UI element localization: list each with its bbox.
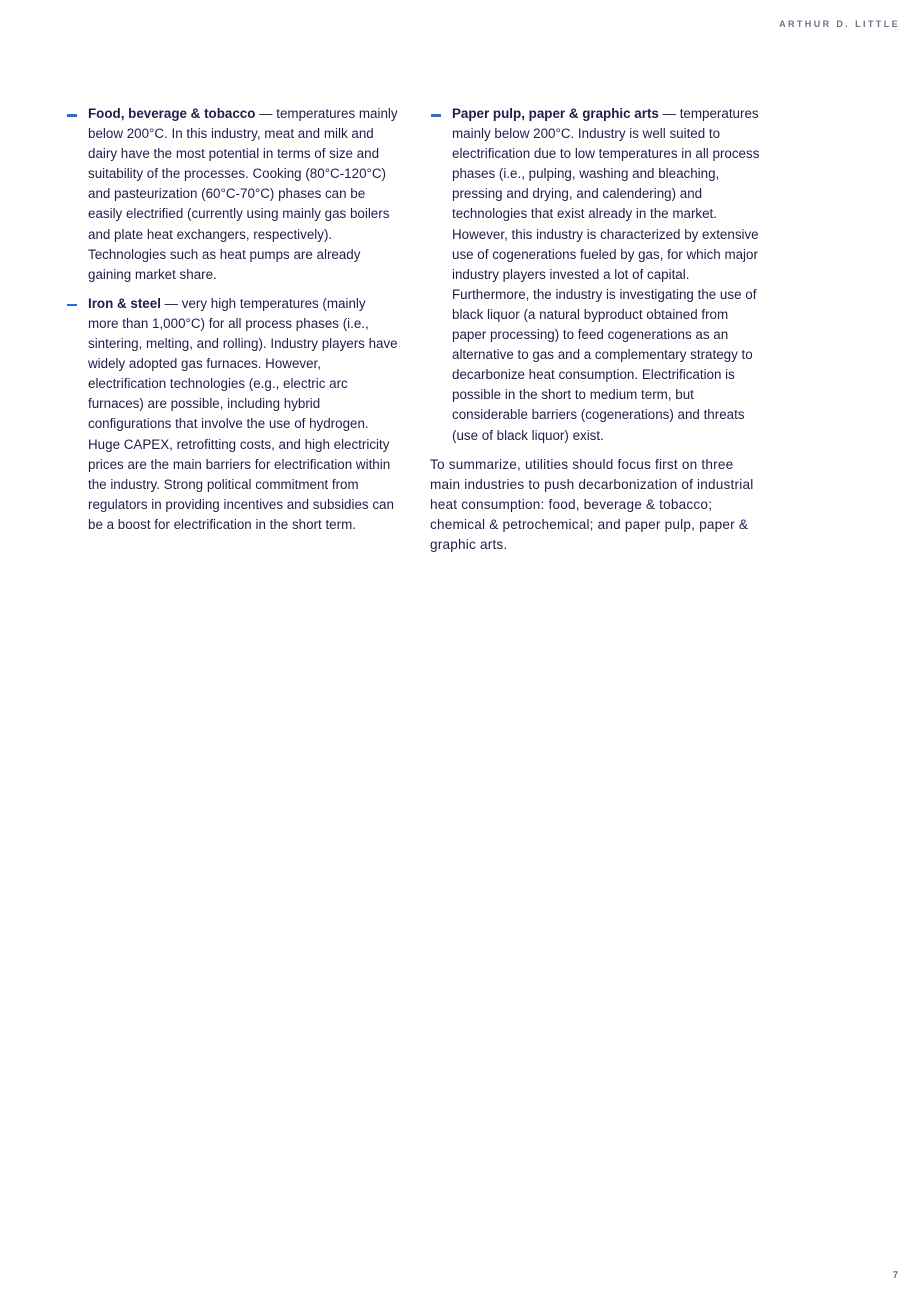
left-column <box>66 104 398 544</box>
bullet-dash-icon <box>431 114 441 117</box>
bullet-food-beverage-tobacco <box>66 104 398 285</box>
brand-header: ARTHUR D. LITTLE <box>779 19 900 29</box>
bullet-title: Paper pulp, paper & graphic arts <box>452 106 659 121</box>
bullet-title: Food, beverage & tobacco <box>88 106 256 121</box>
bullet-iron-steel <box>66 294 398 535</box>
page-number: 7 <box>892 1270 898 1281</box>
summary-paragraph: To summarize, utilities should focus first on three main industries to push decarbonization of industrial heat consumption: food, beverage & tobacco; chemical & petrochemical; and paper pulp, paper & graphic arts. <box>430 456 754 552</box>
bullet-dash-icon <box>67 114 77 117</box>
bullet-paper-pulp <box>430 104 765 446</box>
bullet-text: — very high temperatures (mainly more than 1,000°C) for all process phases (i.e., sintering, melting, and rolling). Industry players have widely adopted gas furnaces. However, electrification technologies (e.g., electric arc furnaces) are possible, including hybrid configurations that involve the use of hydrogen. Huge CAPEX, retrofitting costs, and high electricity prices are the main barriers for electrification within the industry. Strong political commitment from regulators in providing incentives and subsidies can be a boost for electrification in the short term. <box>88 295 398 532</box>
bullet-text: — temperatures mainly below 200°C. Industry is well suited to electrification due to low temperatures in all process phases (i.e., pulping, washing and bleaching, pressing and drying, and calendering) and technologies that exist already in the market. However, this industry is characterized by extensive use of cogenerations fueled by gas, for which major industry players invested a lot of capital. Furthermore, the industry is investigating the use of black liquor (a natural byproduct obtained from paper processing) to feed cogenerations as an alternative to gas and a complementary strategy to decarbonize heat consumption. Electrification is possible in the short to medium term, but considerable barriers (cogenerations) and threats (use of black liquor) exist. <box>452 106 760 443</box>
bullet-dash-icon <box>67 304 77 307</box>
bullet-text: — temperatures mainly below 200°C. In this industry, meat and milk and dairy have the most potential in terms of size and suitability of the processes. Cooking (80°C-120°C) and pasteurization (60°C-70°C) phases can be easily electrified (currently using mainly gas boilers and plate heat exchangers, respectively). Technologies such as heat pumps are already gaining market share. <box>88 106 398 282</box>
bullet-title: Iron & steel <box>88 295 161 311</box>
right-column <box>430 104 765 555</box>
